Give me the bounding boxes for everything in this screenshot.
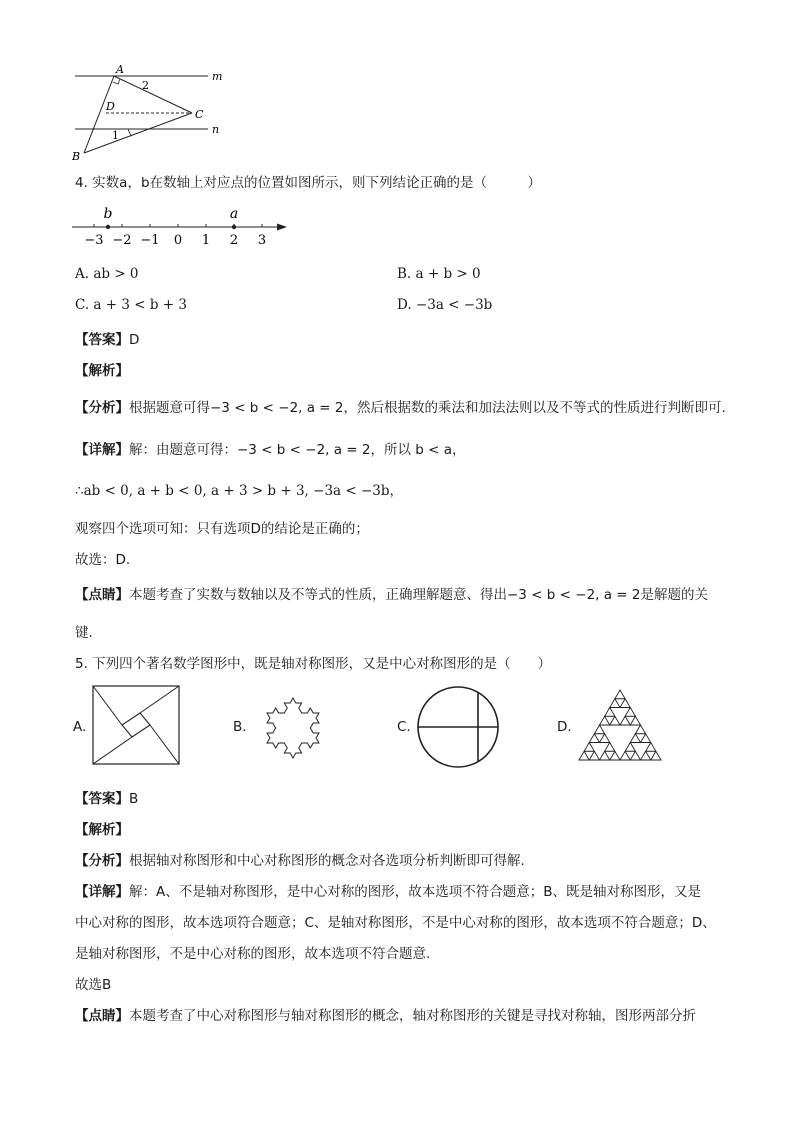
- fenxi-tag: 【分析】: [75, 400, 129, 416]
- label-A: A: [116, 63, 124, 76]
- label-1: 1: [112, 129, 119, 142]
- q4-choose: 故选：D.: [75, 552, 131, 568]
- q5-xiangjie-line3: 是轴对称图形，不是中心对称的图形，故本选项不符合题意.: [75, 946, 431, 962]
- figure-d-sierpinski-triangle: [576, 688, 664, 764]
- answer-tag: 【答案】: [75, 791, 129, 807]
- label-2: 2: [142, 79, 149, 92]
- q5-dianjing: [75, 1004, 696, 1024]
- q5-choose: 故选B: [75, 977, 112, 993]
- label-C: C: [195, 108, 204, 121]
- q5-analysis-tag: 【解析】: [75, 822, 129, 838]
- q5-label-B: B.: [233, 719, 247, 735]
- q4-fenxi: [75, 396, 726, 416]
- answer-tag: 【答案】: [75, 332, 129, 348]
- number-line-tick-label: −3: [84, 233, 104, 248]
- q5-label-A: A.: [73, 719, 87, 735]
- fenxi-text: 根据题意可得−3 < b < −2, a = 2，然后根据数的乘法和加法法则以及不等式的性质进行判断即可.: [129, 400, 726, 416]
- q4-option-B: B. a + b > 0: [397, 266, 481, 282]
- point-b-label: b: [103, 206, 113, 222]
- number-line-tick-label: 1: [201, 233, 211, 248]
- q5-label-C: C.: [397, 719, 411, 735]
- point-a-label: a: [229, 206, 239, 222]
- number-line-tick-label: 0: [173, 233, 183, 248]
- segment-BC: [84, 113, 192, 153]
- xiangjie-tag: 【详解】: [75, 442, 129, 458]
- q5-xiangjie-line2: 中心对称的图形，故本选项符合题意；C、是轴对称图形，不是中心对称的图形，故本选项不符合题意；D、: [75, 915, 716, 931]
- q5-xiangjie: [75, 880, 701, 900]
- number-line: [65, 203, 295, 248]
- q5-label-D: D.: [557, 719, 572, 735]
- fenxi-text: 根据轴对称图形和中心对称图形的概念对各选项分析判断即可得解.: [129, 853, 525, 869]
- dianjing-tag: 【点睛】: [75, 1008, 129, 1024]
- q4-therefore: ∴ab < 0, a + b < 0, a + 3 > b + 3, −3a < −3b，: [75, 483, 404, 499]
- answer-value: D: [129, 332, 140, 348]
- answer-value: B: [129, 791, 139, 807]
- xiangjie-tag: 【详解】: [75, 884, 129, 900]
- dianjing-text: 本题考查了中心对称图形与轴对称图形的概念，轴对称图形的关键是寻找对称轴，图形两部分折: [129, 1008, 696, 1024]
- q5-fenxi: [75, 849, 525, 869]
- figure-a-pinwheel-square: [92, 685, 182, 767]
- point-a-dot: [232, 225, 236, 229]
- q4-observe: 观察四个选项可知：只有选项D的结论是正确的；: [75, 521, 369, 537]
- number-line-tick-label: −2: [112, 233, 132, 248]
- q4-stem: 4. 实数a，b在数轴上对应点的位置如图所示，则下列结论正确的是（ ）: [75, 175, 542, 191]
- number-line-tick-label: −1: [140, 233, 160, 248]
- q4-answer: [75, 328, 139, 348]
- arrow-head: [277, 224, 287, 231]
- q4-option-A: A. ab > 0: [75, 266, 139, 282]
- label-n: n: [212, 123, 220, 136]
- figure-c-circle-with-cross: [414, 684, 502, 770]
- segment-AB: [84, 76, 114, 153]
- q4-option-D: D. −3a < −3b: [397, 297, 493, 313]
- fenxi-tag: 【分析】: [75, 853, 129, 869]
- point-b-dot: [106, 225, 110, 229]
- q4-analysis-tag: 【解析】: [75, 363, 129, 379]
- number-line-tick-label: 3: [257, 233, 267, 248]
- parallel-lines-triangle-figure: [60, 60, 240, 165]
- number-line-tick-label: 2: [229, 233, 239, 248]
- q5-stem: 5. 下列四个著名数学图形中，既是轴对称图形，又是中心对称图形的是（ ）: [75, 656, 552, 672]
- q4-dianjing: [75, 583, 708, 603]
- label-m: m: [212, 70, 223, 83]
- xiangjie-text: 解：由题意可得：−3 < b < −2, a = 2，所以 b < a，: [129, 442, 466, 458]
- label-D: D: [106, 100, 115, 113]
- segment-AC: [114, 76, 192, 113]
- q4-option-C: C. a + 3 < b + 3: [75, 297, 187, 313]
- dianjing-tag: 【点睛】: [75, 587, 129, 603]
- q5-answer: [75, 787, 138, 807]
- xiangjie-text: 解：A、不是轴对称图形，是中心对称的图形，故本选项不符合题意；B、既是轴对称图形，又是: [129, 884, 701, 900]
- q4-xiangjie: [75, 438, 466, 458]
- q4-dianjing-cont: 键.: [75, 625, 93, 641]
- dianjing-text: 本题考查了实数与数轴以及不等式的性质，正确理解题意、得出−3 < b < −2, a = 2是解题的关: [129, 587, 708, 603]
- figure-b-koch-snowflake: [248, 678, 338, 774]
- right-angle-mark: [113, 79, 120, 84]
- label-B: B: [72, 150, 81, 163]
